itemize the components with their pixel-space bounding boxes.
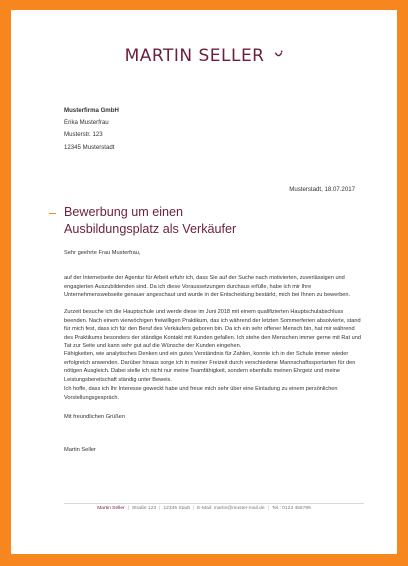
body-paragraph-3: Fähigkeiten, wie analytisches Denken und ein gutes Verständnis für Zahlen, konnte ich in der Schule immer wieder erfolgreich anwenden. Darüber hinaus sorge ich in meiner Freizeit durch verschiedene Mannschaftssportarten für den nötigen Ausgleich. Dabei stelle ich nicht nur meine Teamfähigkeit, sondern ebenfalls meinen Ehrgeiz und meine Leistungsbereitschaft ständig unter Beweis. (64, 351, 356, 383)
letterhead-brand (11, 44, 397, 66)
footer-separator: | (127, 506, 129, 511)
footer-email: E-Mail: martin@muster-mail.de (197, 506, 265, 511)
footer-divider (64, 503, 364, 504)
footer-separator: | (267, 506, 269, 511)
body-paragraph-2: Zurzeit besuche ich die Hauptschule und werde diese im Juni 2018 mit einem qualifizierten Hauptschulabschluss beenden. Nach einem vierwöchigen freiwilligen Praktikum, das ich während der letzten Sommerferien absolvierte, stand für mich fest, dass ich für den Beruf des Verkäufers geboren bin. Da ich ein sehr offener Mensch bin, hat mir während des Praktikums besonders der ständige Kontakt mit Kunden gefallen. Ich stehe den Menschen immer gerne mit Rat und Tat zur Seite und kann sehr gut auf die Wünsche der Kunden eingehen. (64, 309, 361, 350)
subject-heading (64, 204, 236, 238)
body-paragraph-4: Ich hoffe, dass ich Ihr Interesse geweckt habe und freue mich sehr über eine Einladung zu einem persönlichen Vorstellungsgespräch. (64, 386, 338, 401)
subject-marker (49, 213, 56, 214)
brand-name: MARTIN SELLER (124, 46, 265, 66)
footer-separator: | (192, 506, 195, 511)
recipient-city: 12345 Musterstadt (64, 143, 115, 151)
salutation: Sehr geehrte Frau Musterfrau, (64, 250, 141, 256)
signature-name: Martin Seller (64, 447, 96, 453)
subject-line-2: Ausbildungsplatz als Verkäufer (64, 222, 237, 236)
recipient-address (64, 105, 119, 154)
smile-logo-icon (274, 44, 283, 64)
footer-name: Martin Seller (97, 506, 125, 511)
footer (11, 506, 397, 511)
letter-date: Musterstadt, 18.07.2017 (289, 186, 355, 193)
footer-city: 12345 Stadt (163, 506, 190, 511)
recipient-contact: Erika Musterfrau (64, 119, 109, 127)
closing: Mit freundlichen Grüßen (64, 414, 126, 420)
recipient-street: Musterstr. 123 (64, 131, 103, 139)
footer-street: Straße 123 (131, 506, 157, 511)
subject-line-1: Bewerbung um einen (64, 205, 184, 219)
body-paragraph-1: auf der Internetseite der Agentur für Arbeit erfuhr ich, dass Sie auf der Suche nach motivierten, zuverlässigen und engagierten Auszubildenden sind. Da ich diese Voraussetzungen durchaus erfülle, habe ich mir Ihre Unternehmenswebseite genauer angeschaut und wurde in der Entscheidung bestärkt, mich bei Ihnen zu bewerben. (64, 275, 351, 299)
footer-phone: Tel.: 0123 456789 (271, 506, 311, 511)
footer-separator: | (159, 506, 161, 511)
recipient-company: Musterfirma GmbH (64, 107, 119, 114)
letter-page (11, 10, 397, 554)
